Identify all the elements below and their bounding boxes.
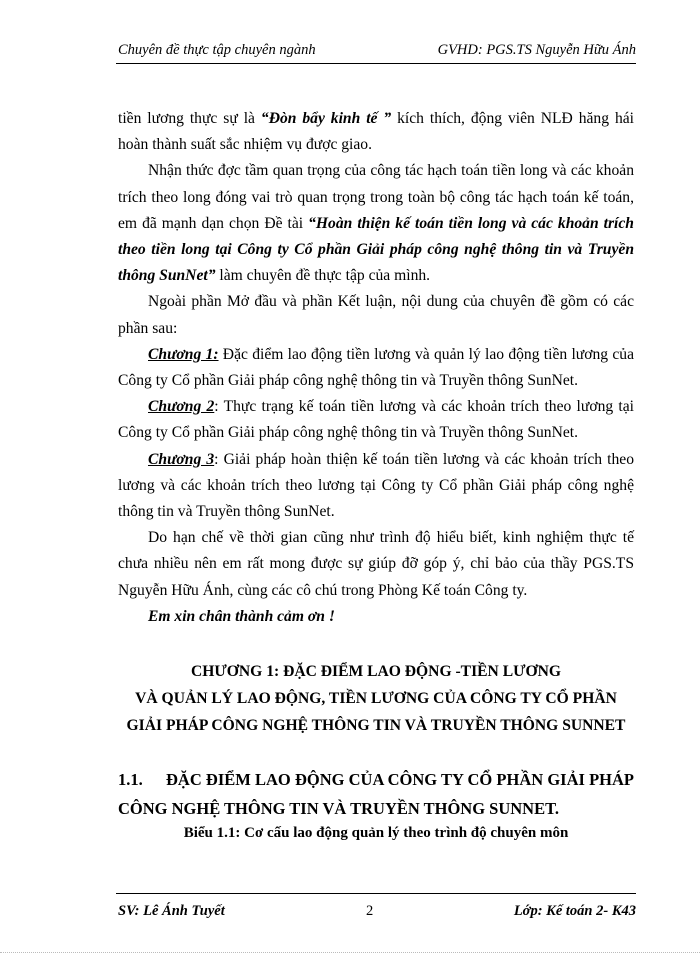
thanks-line: Em xin chân thành cảm ơn ! — [148, 607, 335, 625]
chapter-title-line-2: VÀ QUẢN LÝ LAO ĐỘNG, TIỀN LƯƠNG CỦA CÔNG TY CỔ PHẦN — [135, 690, 617, 707]
section-number: 1.1. — [118, 770, 143, 789]
header-right: GVHD: PGS.TS Nguyễn Hữu Ánh — [437, 42, 636, 58]
chapter-3-text: : Giải pháp hoàn thiện kế toán tiền lương và các khoản trích theo lương và các khoản trích theo lương tại Công ty Cổ phần Giải pháp công nghệ thông tin và Truyền thông SunNet. — [118, 450, 635, 521]
paragraph-3: Ngoài phần Mở đầu và phần Kết luận, nội dung của chuyên đề gồm có các phần sau: — [118, 293, 634, 337]
section-title: ĐẶC ĐIỂM LAO ĐỘNG CỦA CÔNG TY CỔ PHẦN GIẢI PHÁP CÔNG NGHỆ THÔNG TIN VÀ TRUYỀN THÔNG SUNNET. — [118, 770, 634, 818]
header-left: Chuyên đề thực tập chuyên ngành — [118, 42, 316, 58]
page-edge-dotted-line — [0, 952, 700, 953]
chapter-title-line-1: CHƯƠNG 1: ĐẶC ĐIỂM LAO ĐỘNG -TIỀN LƯƠNG — [190, 663, 562, 680]
chapter-1-summary — [118, 342, 634, 394]
p2-text-end: làm chuyên đề thực tập của mình. — [215, 267, 431, 285]
p2-text: Nhận thức đợc tầm quan trọng của công tác hạch toán tiền long và các khoản trích theo long đóng vai trò quan trọng trong toàn bộ công tác hạch toán kế toán, em đã mạnh dạn chọn Đề tài — [118, 162, 634, 232]
header-rule — [116, 63, 636, 64]
page-number: 2 — [366, 903, 374, 919]
p1-text: tiền lương thực sự là — [118, 110, 261, 127]
chapter-title-line-3: GIẢI PHÁP CÔNG NGHỆ THÔNG TIN VÀ TRUYỀN THÔNG SUNNET — [126, 717, 626, 734]
body-text — [118, 106, 634, 630]
chapter-2-summary — [118, 394, 634, 446]
paragraph-2 — [118, 158, 634, 289]
footer-rule — [116, 893, 636, 894]
chapter-1-label: Chương 1: — [148, 345, 219, 363]
paragraph-4: Do hạn chế về thời gian cũng như trình độ hiểu biết, kinh nghiệm thực tế chưa nhiều nên em rất mong được sự giúp đỡ góp ý, chỉ bảo của thầy PGS.TS Nguyễn Hữu Ánh, cùng các cô chú trong Phòng Kế toán Công ty. — [118, 529, 634, 599]
footer-student: SV: Lê Ánh Tuyết — [118, 903, 225, 919]
chapter-3-summary — [118, 447, 634, 526]
chapter-2-text: : Thực trạng kế toán tiền lương và các khoản trích theo lương tại Công ty Cổ phần Giải pháp công nghệ thông tin và Truyền thông SunNet. — [118, 398, 634, 442]
section-heading — [118, 765, 634, 823]
chapter-3-label: Chương 3 — [148, 450, 215, 468]
chapter-2-label: Chương 2 — [148, 398, 215, 416]
chapter-1-text: Đặc điểm lao động tiền lương và quản lý lao động tiền lương của Công ty Cổ phần Giải pháp công nghệ thông tin và Truyền thông SunNet. — [118, 345, 634, 390]
p1-emphasis: “Đòn bẩy kinh tế ” — [260, 110, 392, 127]
paragraph-1 — [118, 106, 634, 158]
footer-class: Lớp: Kế toán 2- K43 — [513, 903, 636, 919]
p1-text-end: kích thích, động viên NLĐ hăng hái hoàn thành suất sắc nhiệm vụ được giao. — [118, 110, 634, 154]
table-caption: Biểu 1.1: Cơ cấu lao động quản lý theo trình độ chuyên môn — [183, 825, 569, 841]
p2-topic-title: “Hoàn thiện kế toán tiền long và các khoản trích theo tiền long tại Công ty Cổ phần Giải pháp công nghệ thông tin và Truyền thông SunNet” — [118, 214, 634, 285]
